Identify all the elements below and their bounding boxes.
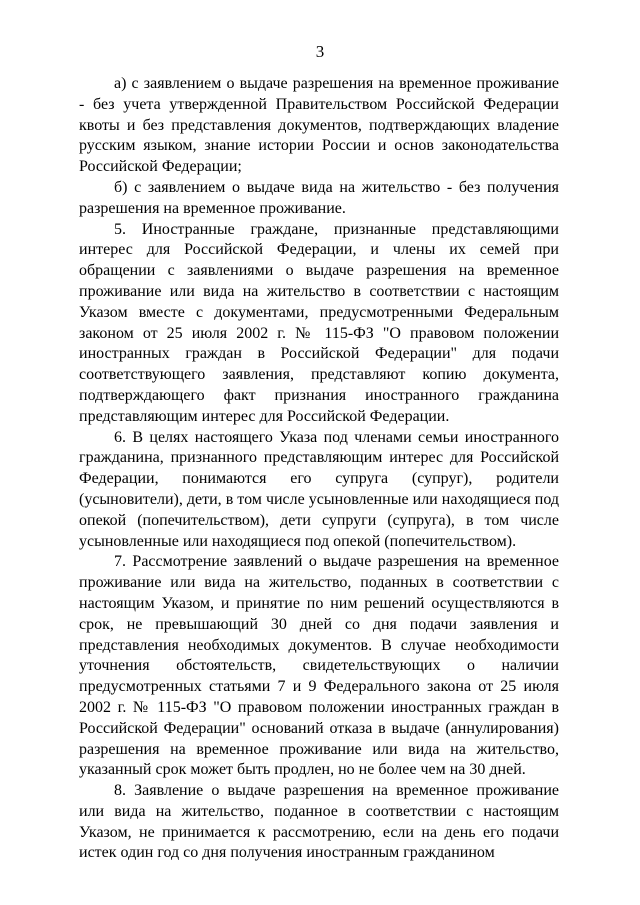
- paragraph-5: 5. Иностранные граждане, признанные представляющими интерес для Российской Федерации, и члены их семей при обращении с заявлениями о выдаче разрешения на временное проживание или вида на жительство в соответствии с настоящим Указом вместе с документами, предусмотренными Федеральным законом от 25 июля 2002 г. № 115-ФЗ "О правовом положении иностранных граждан в Российской Федерации" для подачи соответствующего заявления, представляют копию документа, подтверждающего факт признания иностранного гражданина представляющим интерес для Российской Федерации.: [79, 220, 559, 425]
- page-number: 3: [315, 42, 325, 61]
- paragraph-4b: б) с заявлением о выдаче вида на жительство - без получения разрешения на временное проживание.: [79, 178, 559, 217]
- paragraph-6: 6. В целях настоящего Указа под членами семьи иностранного гражданина, признанного представляющим интерес для Российской Федерации, понимаются его супруга (супруг), родители (усыновители), дети, в том числе усыновленные или находящиеся под опекой (попечительством), дети супруги (супруга), в том числе усыновленные или находящиеся под опекой (попечительством).: [79, 428, 559, 550]
- document-body: [79, 74, 559, 864]
- paragraph-7: 7. Рассмотрение заявлений о выдаче разрешения на временное проживание или вида на жительство, поданных в соответствии с настоящим Указом, и принятие по ним решений осуществляются в срок, не превышающий 30 дней со дня подачи заявления и представления необходимых документов. В случае необходимости уточнения обстоятельств, свидетельствующих о наличии предусмотренных статьями 7 и 9 Федерального закона от 25 июля 2002 г. № 115-ФЗ "О правовом положении иностранных граждан в Российской Федерации" оснований отказа в выдаче (аннулирования) разрешения на временное проживание или вида на жительство, указанный срок может быть продлен, но не более чем на 30 дней.: [79, 553, 559, 779]
- paragraph-4a: а) с заявлением о выдаче разрешения на временное проживание - без учета утвержденной Правительством Российской Федерации квоты и без представления документов, подтверждающих владение русским языком, знание истории России и основ законодательства Российской Федерации;: [79, 75, 559, 176]
- paragraph-8: 8. Заявление о выдаче разрешения на временное проживание или вида на жительство, поданное в соответствии с настоящим Указом, не принимается к рассмотрению, если на день его подачи истек один год со дня получения иностранным гражданином: [79, 782, 559, 862]
